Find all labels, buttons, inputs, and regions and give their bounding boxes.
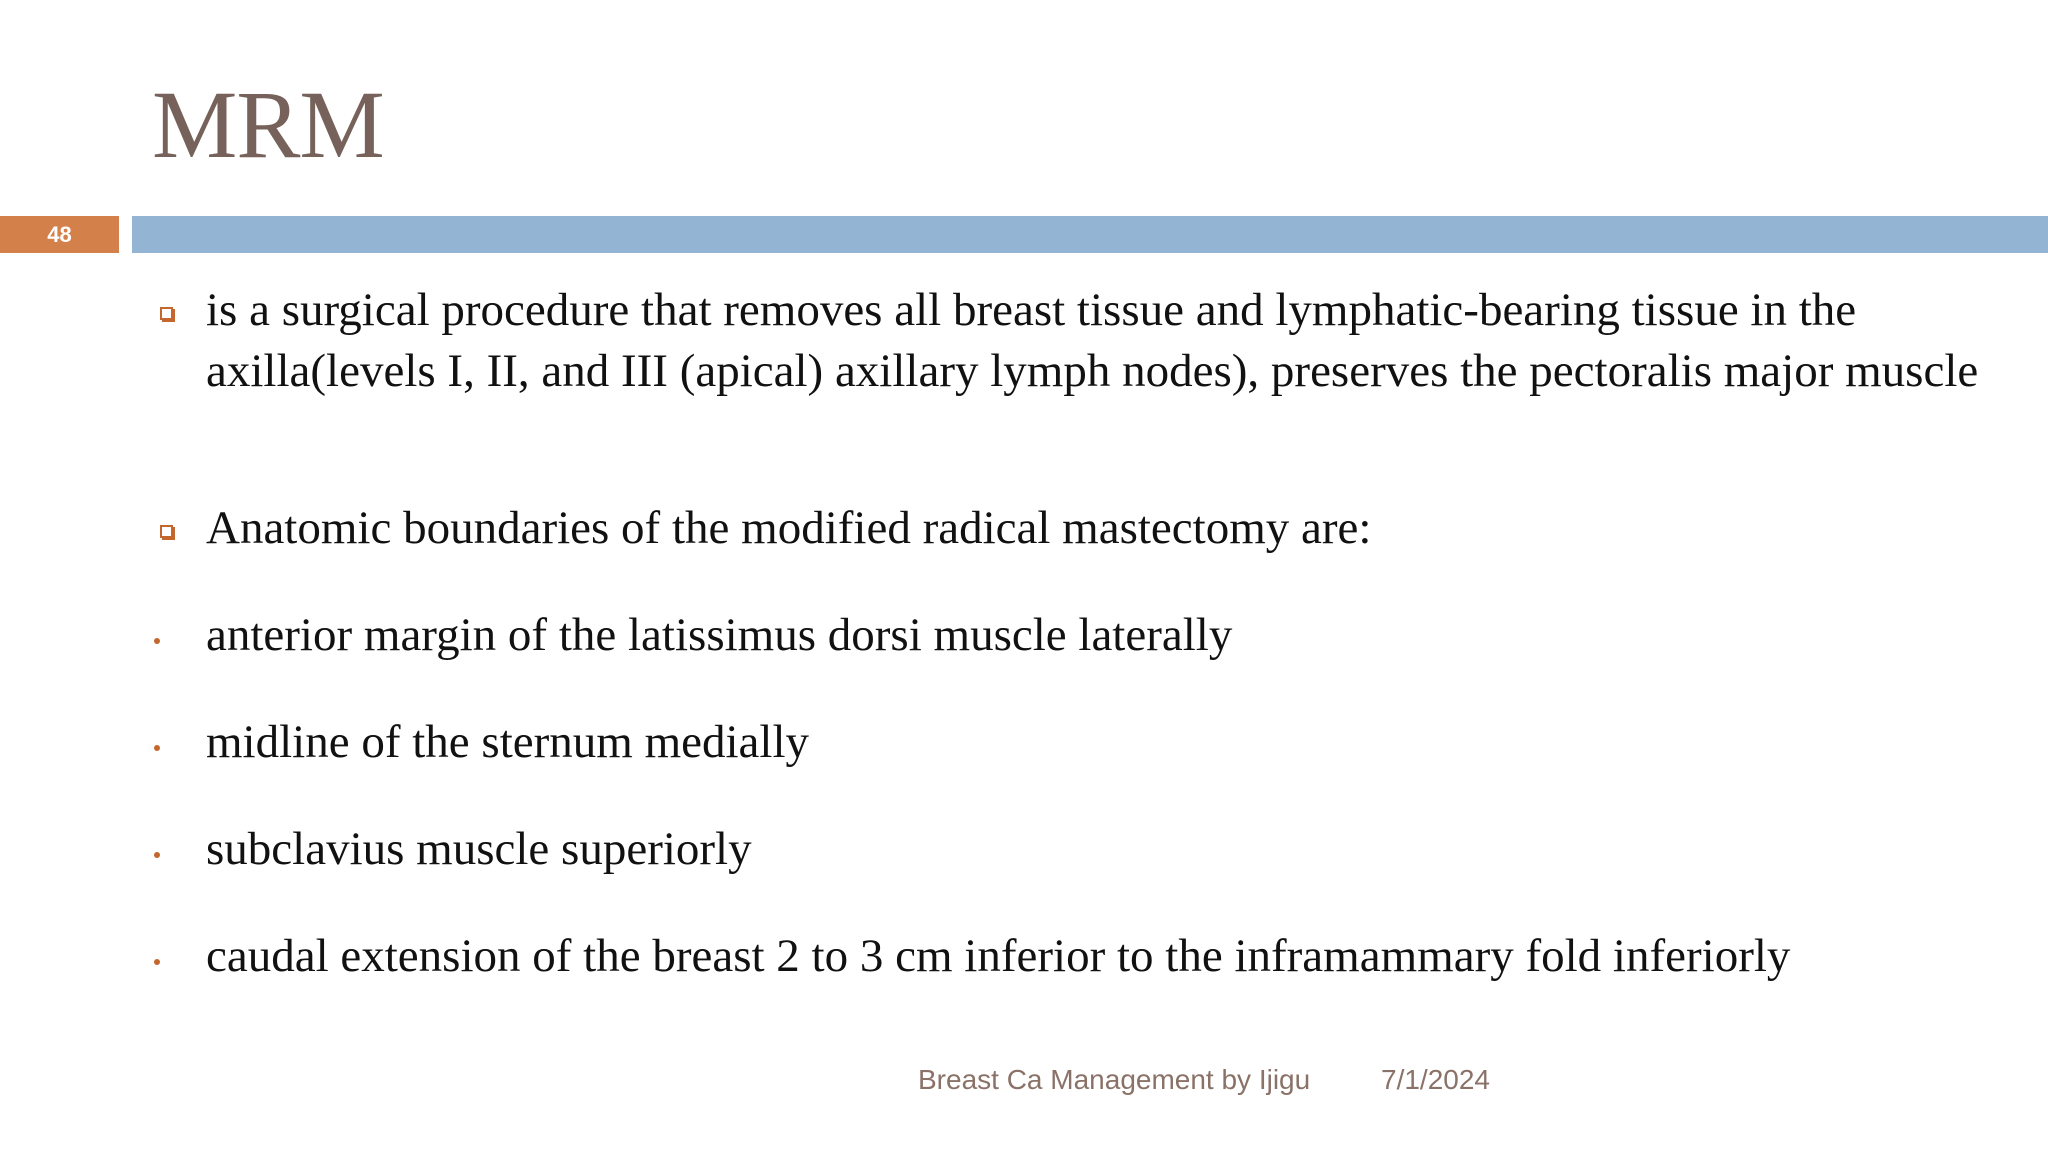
list-item-text: Anatomic boundaries of the modified radical mastectomy are: [206, 502, 1372, 554]
list-item-text: subclavius muscle superiorly [206, 823, 752, 875]
dot-bullet-icon [154, 959, 160, 965]
slide-number: 48 [47, 222, 72, 247]
list-item-text: anterior margin of the latissimus dorsi muscle laterally [206, 609, 1233, 661]
list-item-text: is a surgical procedure that removes all breast tissue and lymphatic-bearing tissue in the axilla(levels I, II, and III (apical) axillary lymph nodes), preserves the pectoralis major muscle [206, 284, 1979, 397]
dot-bullet-icon [154, 745, 160, 751]
list-item-text: caudal extension of the breast 2 to 3 cm inferior to the inframammary fold inferiorly [206, 930, 1791, 982]
dot-bullet-icon [154, 852, 160, 858]
square-bullet-icon [160, 307, 173, 320]
dot-bullet-icon [154, 638, 160, 644]
square-bullet-icon [160, 525, 173, 538]
list-item-text: midline of the sternum medially [206, 716, 810, 768]
slide-title: MRM [152, 71, 384, 178]
footer-date: 7/1/2024 [1381, 1064, 1490, 1095]
footer-presentation-title: Breast Ca Management by Ijigu [918, 1064, 1311, 1095]
